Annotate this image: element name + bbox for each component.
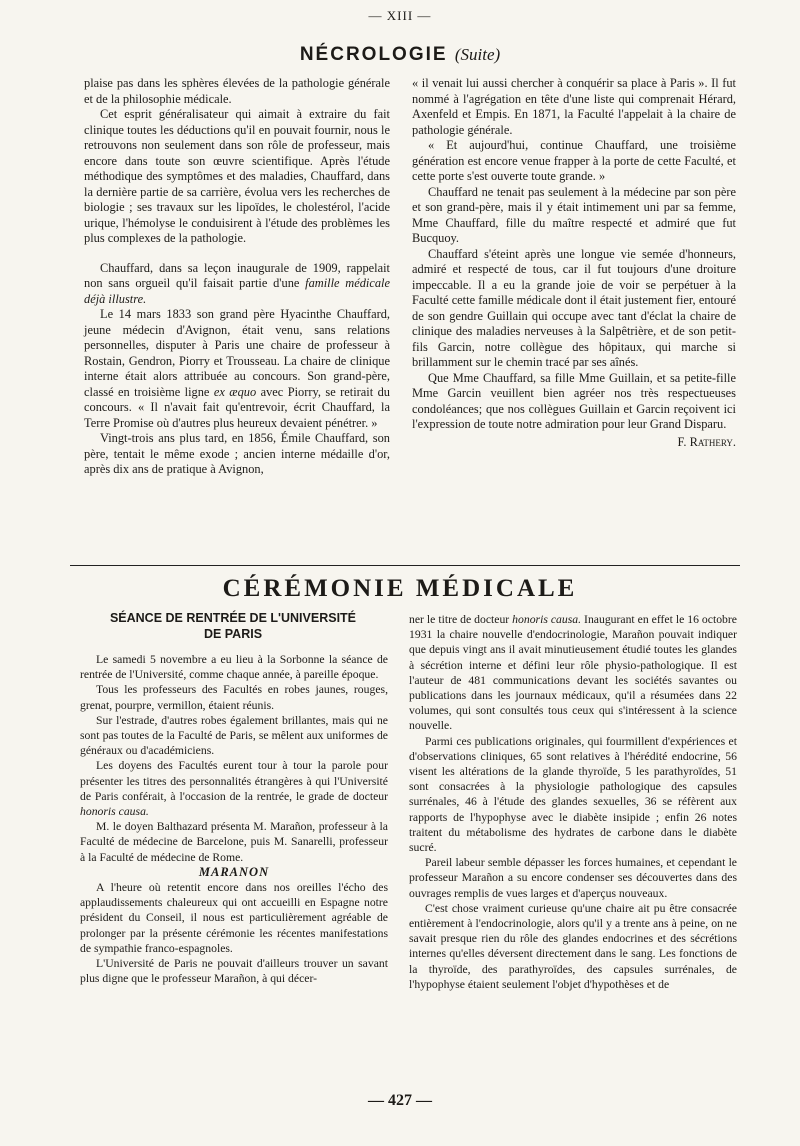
- paragraph: [84, 261, 390, 308]
- session-title: [80, 610, 386, 642]
- paragraph: Le samedi 5 novembre a eu lieu à la Sorbonne la séance de rentrée de l'Université, comme chaque année, à pareille époque.: [80, 653, 388, 682]
- paragraph: « il venait lui aussi chercher à conquérir sa place à Paris ». Il fut nommé à l'agrégation en tête d'une liste qui comprenait Hérard, Axenfeld et Empis. En 1871, la Faculté l'appelait à la chaire de pathologie générale.: [412, 76, 736, 137]
- text: Inaugurant en effet le 16 octobre 1931 la chaire nouvelle d'endocrinologie, Marañon pouvait indiquer que depuis vingt ans il avait minutieusement étudié toutes les glandes à sécrétion interne et défini leur rôle physio-pathologique. Il est l'auteur de 481 communications devant les sociétés savantes ou publications dans les journaux médicaux, qu'il a résumées dans 22 volumes, qui sont consultés tous ceux qui s'intéressent à la science nouvelle.: [409, 613, 737, 733]
- page-roman-number: — XIII —: [368, 8, 432, 23]
- paragraph: plaise pas dans les sphères élevées de la pathologie générale et de la philosophie médicale.: [84, 76, 390, 106]
- session-title-line: DE PARIS: [203, 627, 263, 641]
- ceremonie-right-column: [409, 612, 737, 992]
- paragraph: Sur l'estrade, d'autres robes également brillantes, mais qui ne sont pas toutes de la Faculté de Paris, se mêlent aux uniformes de généraux ou d'académiciens.: [80, 713, 388, 758]
- text: Chauffard, dans sa leçon inaugurale de 1909, rappelait non sans orgueil qu'il faisait partie d'une: [84, 260, 390, 290]
- paragraph: Cet esprit généralisateur qui aimait à extraire du fait clinique toutes les déductions qu'il en pouvait fournir, nous le retrouvons non seulement dans son rôle de professeur, mais encore dans toute son œuvre scientifique. Après l'étude méthodique des symptômes et des maladies, Chauffard, dans la dernière partie de sa carrière, évolua vers les recherches de biologie ; ses travaux sur les lipoïdes, le cholestérol, l'acide urique, l'hémolyse le conduisirent à l'étude des problèmes les plus complexes de la pathologie.: [84, 107, 390, 245]
- paragraph: Chauffard ne tenait pas seulement à la médecine par son père et son grand-père, mais il y était intimement uni par sa femme, Mme Chauffard, fille du maître respecté et admiré que fut Bucquoy.: [412, 184, 736, 245]
- paragraph: Pareil labeur semble dépasser les forces humaines, et cependant le professeur Marañon a su encore condenser ses découvertes dans des ouvrages remplis de vues larges et d'aperçus nouveaux.: [409, 856, 737, 900]
- page-number: — 427 —: [368, 1092, 432, 1109]
- section-title-suffix: (Suite): [454, 45, 501, 64]
- paragraph: Vingt-trois ans plus tard, en 1856, Émile Chauffard, son père, tentait le même exode ; ancien interne médaille d'or, après dix ans de pratique à Avignon,: [84, 431, 390, 476]
- ceremonie-title: CÉRÉMONIE MÉDICALE: [222, 575, 578, 602]
- paragraph: L'Université de Paris ne pouvait d'ailleurs trouver un savant plus digne que le professeur Marañon, à qui décer-: [80, 957, 388, 986]
- paragraph: M. le doyen Balthazard présenta M. Marañon, professeur à la Faculté de médecine de Barcelone, puis M. Sanarelli, professeur à la Faculté de médecine de Rome.: [80, 820, 388, 864]
- paragraph: « Et aujourd'hui, continue Chauffard, une troisième génération est encore venue frapper à la porte de cette Faculté, et cette porte s'est ouverte toute grande. »: [412, 138, 736, 183]
- signature: F. Rathery.: [677, 434, 736, 449]
- italic-text: honoris causa.: [80, 805, 149, 819]
- subheading: MARANON: [198, 864, 270, 879]
- necrologie-right-column: [412, 76, 736, 450]
- paragraph: C'est chose vraiment curieuse qu'une chaire ait pu être consacrée entièrement à l'endocrinologie, alors qu'il y a trente ans à peine, on ne savait presque rien du rôle des glandes endocrines et des sécrétions internes qu'elles déversent directement dans le sang. Les fonctions de la thyroïde, des parathyroïdes, des capsules surrénales, de l'hypophyse étaient seulement l'objet d'hypothèses et de: [409, 901, 737, 991]
- paragraph: Tous les professeurs des Facultés en robes jaunes, rouges, grenat, pourpre, vermillon, étaient réunis.: [80, 683, 388, 712]
- italic-text: ex æquo: [213, 384, 257, 399]
- section-title: [0, 44, 800, 66]
- text: ner le titre de docteur: [409, 613, 510, 626]
- paragraph: [84, 307, 390, 431]
- text: Les doyens des Facultés eurent tour à tour la parole pour présenter les titres des personnalités étrangères à qui l'Université de Paris conférait, à l'occasion de la rentrée, le grade de docteur: [80, 759, 388, 803]
- italic-text: honoris causa.: [512, 613, 582, 626]
- paragraph: [409, 612, 737, 734]
- italic-text: famille médicale déjà illustre.: [84, 276, 390, 306]
- section-divider: [70, 565, 740, 566]
- necrologie-left-column: [84, 76, 390, 478]
- ceremonie-left-column: [80, 652, 388, 986]
- session-title-line: SÉANCE DE RENTRÉE DE L'UNIVERSITÉ: [109, 611, 357, 625]
- text: Le 14 mars 1833 son grand père Hyacinthe Chauffard, jeune médecin d'Avignon, était venu, sans relations personnelles, disputer à Paris une chaire de professeur à Rostain, Gendron, Piorry et Trousseau. La chaire de clinique interne était alors attribuée au concours. Son grand-père, classé en troisième ligne: [84, 307, 390, 399]
- paragraph: [80, 758, 388, 819]
- paragraph: Que Mme Chauffard, sa fille Mme Guillain, et sa petite-fille Mme Garcin veuillent bien agréer nos très respectueuses condoléances; que nos collègues Guillain et Garcin reçoivent ici l'expression de toute notre admiration pour leur Grand Disparu.: [412, 370, 736, 431]
- paragraph: Chauffard s'éteint après une longue vie semée d'honneurs, admiré et respecté de tous, car il fut toujours d'une droiture impeccable. Il a eu la grande joie de voir se perpétuer à la Faculté cette famille médicale dont il était justement fier, entouré de son gendre Guillain qui occupe avec tant d'éclat la chaire de clinique des maladies nerveuses à la Salpêtrière, et de son petit-fils Garcin, notre collègue des hôpitaux, qui marche si brillamment sur le chemin tracé par ses aînés.: [412, 246, 736, 369]
- paragraph: A l'heure où retentit encore dans nos oreilles l'écho des applaudissements chaleureux qui ont accueilli en Espagne notre président du Conseil, il nous est particulièrement agréable de prolonger par la présente cérémonie les récentes manifestations de sympathie franco-espagnoles.: [80, 881, 388, 955]
- paragraph: Parmi ces publications originales, qui fourmillent d'expériences et d'observations cliniques, 65 sont relatives à l'hérédité endocrine, 56 visent les altérations de la glande thyroïde, 5 les parathyroïdes, 51 sont consacrées à la physiologie pathologique des capsules surrénales, 46 à l'étude des glandes sexuelles, 36 se réfèrent aux rapports de l'hypophyse avec le diabète insipide ; enfin 26 notes traitent du métabolisme des hydrates de carbone dans le diabète sucré.: [409, 734, 737, 855]
- section-title-text: NÉCROLOGIE: [299, 44, 448, 65]
- text: avec Piorry, se retirait du concours. « Il n'avait fait qu'entrevoir, écrit Chauffard, la Terre Promise où d'autres plus heureux devaient pénétrer. »: [84, 384, 390, 430]
